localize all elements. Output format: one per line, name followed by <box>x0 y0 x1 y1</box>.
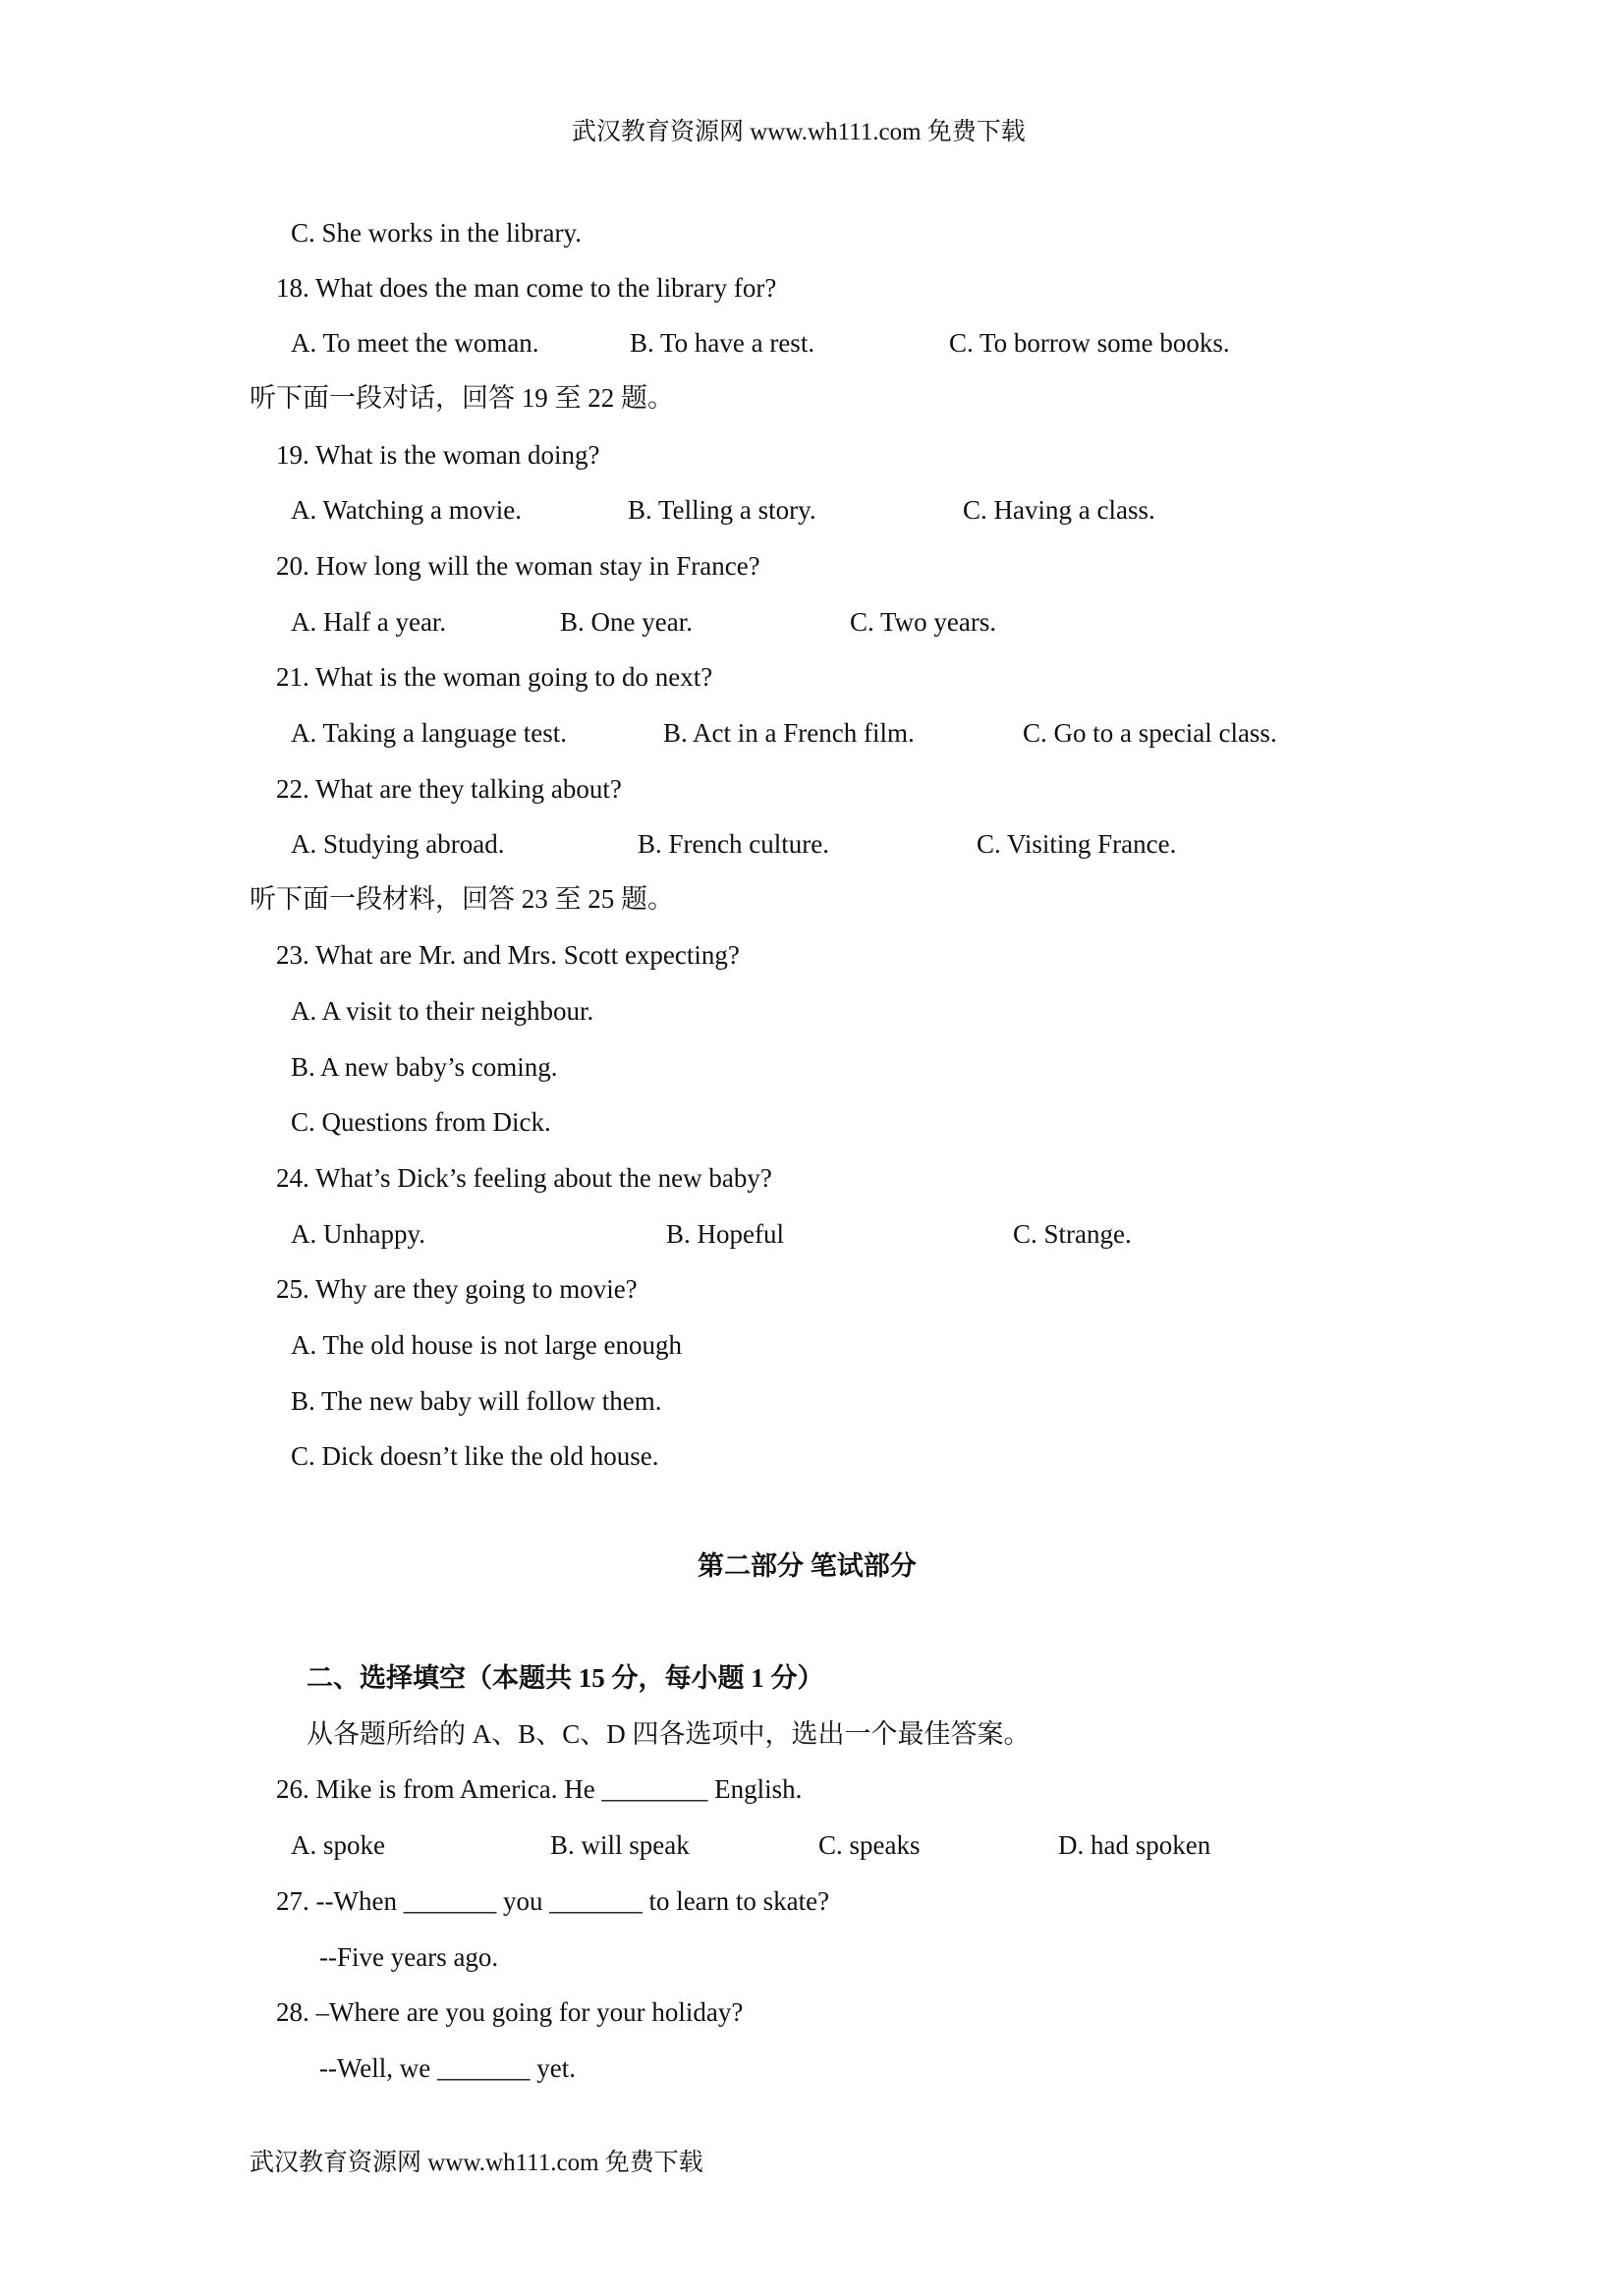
q24-option-a: A. Unhappy. <box>291 1219 425 1249</box>
q26-option-a: A. spoke <box>291 1830 385 1860</box>
q20-option-b: B. One year. <box>560 607 693 637</box>
q23-option-b: B. A new baby’s coming. <box>291 1052 558 1082</box>
q21-option-a: A. Taking a language test. <box>291 718 568 748</box>
q28-stem: 28. –Where are you going for your holiday? <box>276 1997 744 2027</box>
instruction-23-25: 听下面一段材料，回答 23 至 25 题。 <box>250 884 674 914</box>
q17-option-c: C. She works in the library. <box>291 218 582 248</box>
q23-option-c: C. Questions from Dick. <box>291 1107 551 1137</box>
q27-reply: --Five years ago. <box>319 1942 499 1972</box>
q19-option-b: B. Telling a story. <box>628 495 816 525</box>
q19-option-a: A. Watching a movie. <box>291 495 523 525</box>
q28-reply: --Well, we _______ yet. <box>319 2053 577 2083</box>
q19-option-c: C. Having a class. <box>963 495 1155 525</box>
q25-option-a: A. The old house is not large enough <box>291 1330 682 1360</box>
q26-option-b: B. will speak <box>550 1830 690 1860</box>
part2-title: 第二部分 笔试部分 <box>698 1551 917 1581</box>
q20-option-a: A. Half a year. <box>291 607 447 637</box>
section2-instruction: 从各题所给的 A、B、C、D 四各选项中，选出一个最佳答案。 <box>307 1719 1031 1749</box>
q21-option-b: B. Act in a French film. <box>663 718 915 748</box>
instruction-19-22: 听下面一段对话，回答 19 至 22 题。 <box>250 383 674 413</box>
q18-option-a: A. To meet the woman. <box>291 328 539 358</box>
q18-stem: 18. What does the man come to the library for? <box>276 273 777 303</box>
section2-title: 二、选择填空（本题共 15 分，每小题 1 分） <box>307 1663 824 1693</box>
q22-stem: 22. What are they talking about? <box>276 774 622 804</box>
q21-stem: 21. What is the woman going to do next? <box>276 662 713 692</box>
q22-option-c: C. Visiting France. <box>977 829 1177 859</box>
page-footer: 武汉教育资源网 www.wh111.com 免费下载 <box>250 2150 703 2176</box>
q24-stem: 24. What’s Dick’s feeling about the new baby? <box>276 1163 772 1193</box>
q19-stem: 19. What is the woman doing? <box>276 440 600 470</box>
q23-option-a: A. A visit to their neighbour. <box>291 996 594 1026</box>
q21-option-c: C. Go to a special class. <box>1023 718 1277 748</box>
q26-option-c: C. speaks <box>818 1830 921 1860</box>
q25-option-b: B. The new baby will follow them. <box>291 1386 662 1416</box>
page-header: 武汉教育资源网 www.wh111.com 免费下载 <box>572 119 1026 145</box>
q18-option-b: B. To have a rest. <box>630 328 815 358</box>
q24-option-c: C. Strange. <box>1013 1219 1132 1249</box>
q25-option-c: C. Dick doesn’t like the old house. <box>291 1441 659 1471</box>
q27-stem: 27. --When _______ you _______ to learn to skate? <box>276 1886 830 1916</box>
q20-option-c: C. Two years. <box>850 607 997 637</box>
q20-stem: 20. How long will the woman stay in France? <box>276 551 760 581</box>
q22-option-a: A. Studying abroad. <box>291 829 505 859</box>
q26-stem: 26. Mike is from America. He ________ English. <box>276 1774 803 1804</box>
q18-option-c: C. To borrow some books. <box>949 328 1230 358</box>
q25-stem: 25. Why are they going to movie? <box>276 1274 638 1304</box>
q26-option-d: D. had spoken <box>1058 1830 1211 1860</box>
q22-option-b: B. French culture. <box>638 829 829 859</box>
q24-option-b: B. Hopeful <box>666 1219 784 1249</box>
q23-stem: 23. What are Mr. and Mrs. Scott expecting? <box>276 940 740 970</box>
